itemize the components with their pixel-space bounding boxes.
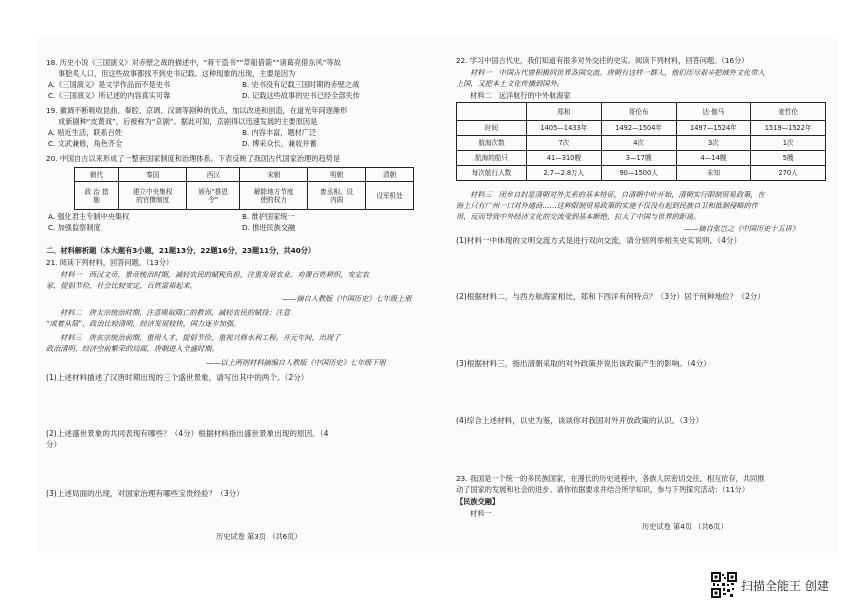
- section-2-heading: 二、材料解析题（本大题有3小题，21题13分，22题16分，23题11分，共40分）: [46, 246, 316, 255]
- q19-option-c: C. 文武兼修，角色齐全: [48, 139, 123, 148]
- qr-code-icon: [711, 572, 737, 598]
- q21-part1: (1)上述材料描述了汉唐时期出现的三个盛世景象，请写出其中的两个。（2分）: [46, 373, 309, 382]
- q22-row-label: 航海的船只: [457, 151, 527, 166]
- q18-option-c: C.《三国演义》所记述的内容真实可靠: [48, 91, 171, 100]
- q22-material1-line1: 材料一 中国古代曾积极同世界各国交流。唐朝有这样一群人，他们历尽艰辛把域外文化带入: [470, 68, 765, 77]
- q20-head-cell: 宋朝: [240, 168, 308, 182]
- q20-head-cell: 西汉: [187, 168, 240, 182]
- q22-head-empty: [457, 103, 527, 121]
- page-3-footer: 历史试卷 第3页 （共6页）: [216, 532, 302, 541]
- q22-material3-line2: 海上只有广州一口对外通商……这种限制贸易政策的实施不仅没有起到民族自卫和抵制侵略的作: [456, 201, 758, 210]
- q22-part2: (2)根据材料二，与西方航海家相比，郑和下西洋有何特点？（3分）居于何种地位？（2分）: [456, 292, 765, 301]
- q22-cell: 1405—1433年: [527, 121, 602, 136]
- q22-row-label: 每次航行人数: [457, 166, 527, 181]
- q22-material3-line1: 材料三 闭乡自封是清朝对外关系的基本特征，自清朝中叶开始，清朝实行限制贸易政策，在: [470, 190, 765, 199]
- q22-cell: 1519—1522年: [751, 121, 826, 136]
- q22-material2-title: 材料二 远洋航行的中外航海家: [470, 91, 571, 100]
- q22-material3-source: ——摘自张岂之《中国历史十五讲》: [684, 224, 800, 233]
- q23-stem-line2: 动了国家的发展和社会的进步。请你依据要求并结合所学知识，参与下列探究活动：（11分）: [456, 485, 750, 494]
- q20-cell-qin: 建立中央集权 的官僚制度: [119, 182, 187, 210]
- exam-sheet: [38, 38, 838, 553]
- q20-head-cell: 清朝: [366, 168, 414, 182]
- q22-cell: 3—17艘: [601, 151, 676, 166]
- q22-cell: 5艘: [751, 151, 826, 166]
- q21-material1-source: ——摘自人教版《中国历史》七年级上册: [282, 294, 412, 303]
- q21-stem: 21. 阅读下列材料，回答问题。（13分）: [46, 258, 174, 267]
- q22-row-label: 时间: [457, 121, 527, 136]
- q20-stem: 20. 中国自古以来形成了一整套国家制度和治理体系。下表反映了我国古代国家治理的趋势是: [46, 154, 341, 163]
- q22-part3: (3)根据材料三，指出清朝采取的对外政策并说出该政策产生的影响。（4分）: [456, 359, 711, 368]
- q22-cell: 1497—1524年: [676, 121, 751, 136]
- q18-option-a: A.《三国演义》是文学作品而不是史书: [48, 80, 171, 89]
- q20-option-c: C. 加强监察制度: [48, 223, 101, 232]
- q23-stem-line1: 23. 我国是一个统一的多民族国家，在漫长的历史进程中，各族人民密切交往，相互依存，共同推: [456, 474, 765, 483]
- q22-material1-line2: 上国，又把本土文化传播到国外。: [456, 79, 564, 88]
- q20-head-cell: 秦国: [119, 168, 187, 182]
- q21-material1-line1: 材料一 西汉文帝、景帝统治时期，减轻农民的赋税负担，注重发展农业。劝课百姓耕织，安定农: [60, 270, 370, 279]
- q22-cell: 270人: [751, 166, 826, 181]
- q22-head-dagama: 达·伽马: [676, 103, 751, 121]
- q19-option-a: A. 贴近生活，联系百姓: [48, 128, 123, 137]
- q20-cell-ming: 废丞相、设 内阁: [308, 182, 366, 210]
- q22-part4: (4)综合上述材料，以史为鉴，谈谈你对我国对外开放政策的认识。（3分）: [456, 416, 704, 425]
- q22-head-magellan: 麦哲伦: [751, 103, 826, 121]
- q22-cell: 4—14艘: [676, 151, 751, 166]
- q20-table: [74, 167, 414, 210]
- q18-option-b: B. 史书没有记载三国时期的赤壁之战: [242, 80, 360, 89]
- q22-cell: 未知: [676, 166, 751, 181]
- page-4-footer: 历史试卷 第4页 （共6页）: [642, 522, 728, 531]
- q20-head-cell: 朝代: [75, 168, 119, 182]
- q21-part2-line1: (2)上述盛世景象的共同表现有哪些？（4分）根据材料指出盛世景象出现的原因。（4: [46, 429, 329, 438]
- q20-cell-qing: 设军机处: [366, 182, 414, 210]
- q20-row-label: 政 治 措 施: [75, 182, 119, 210]
- q22-row-label: 航海次数: [457, 136, 527, 151]
- q22-part1: (1)材料一中体现的文明交流方式是进行双向交流，请分别列举相关史实说明。（4分）: [456, 236, 742, 245]
- q19-option-d: D. 博采众长，兼收并蓄: [242, 139, 317, 148]
- q20-option-d: D. 推进民族交融: [242, 223, 296, 232]
- q22-navigator-table: [456, 102, 826, 181]
- scanner-watermark: 扫描全能王 创建: [741, 579, 829, 593]
- q22-cell: 2.7—2.8万人: [527, 166, 602, 181]
- q21-material2-line1: 材料二 唐太宗统治时期，注意吸取隋亡的教训，减轻农民的赋役；注意: [60, 308, 291, 317]
- q21-material1-line2: 家，提倡节俭，社会比较安定，百姓富裕起来。: [46, 281, 197, 290]
- q21-part3: (3)上述局面的出现，对国家治理有哪些宝贵经验？（3分）: [46, 489, 244, 498]
- q22-head-columbus: 哥伦布: [601, 103, 676, 121]
- q19-option-b: B. 内容丰富，题材广泛: [242, 128, 317, 137]
- q20-head-cell: 明朝: [308, 168, 366, 182]
- q21-material3-line2: 政治清明、经济空前繁荣的局面，唐朝进入全盛时期。: [46, 344, 219, 353]
- q22-cell: 7次: [527, 136, 602, 151]
- q22-cell: 4次: [601, 136, 676, 151]
- q20-cell-song: 解除地方节度 使的权力: [240, 182, 308, 210]
- q19-stem-line2: 成新剧种“皮黄戏”，后被称为“京剧”。据此可知，京剧得以迅速发展的主要原因是: [58, 117, 318, 126]
- q22-material3-line3: 用，反而导致中外经济文化的交流受到基本断绝，拉大了中国与世界的距离。: [456, 212, 701, 221]
- q22-cell: 41—310艘: [527, 151, 602, 166]
- q21-material3-source: ——以上两则材料摘编自人教版《中国历史》七年级下册: [206, 358, 386, 367]
- q22-cell: 90—1500人: [601, 166, 676, 181]
- q20-cell-xihan: 颁布“推恩 令”: [187, 182, 240, 210]
- q18-option-d: D. 记载这些故事的史书已经全部失传: [242, 91, 360, 100]
- q22-cell: 3次: [676, 136, 751, 151]
- q20-option-a: A. 强化君主专制中央集权: [48, 212, 130, 221]
- q23-tag: 【民族交融】: [456, 497, 500, 506]
- q19-stem-line1: 19. 徽调不断吸收昆曲、秦腔、京调、汉调等剧种的优点，加以改进和创造，在道光年间逐渐形: [46, 106, 348, 115]
- q22-stem: 22. 学习中国古代史，我们知道有很多对外交往的史实。阅读下列材料，回答问题。（16分）: [456, 56, 749, 65]
- q18-stem-line2: 事脍炙人口，但这些故事都找不到史书记载。这种现象的出现，主要是因为: [58, 69, 296, 78]
- q21-material2-line2: “成着从简”，政治比较清明，经济发展较快，国力逐步加强。: [46, 319, 241, 328]
- q22-cell: 1492—1504年: [601, 121, 676, 136]
- q18-stem-line1: 18. 历史小说《三国演义》对赤壁之战的描述中，“蒋干盗书”“草船借箭”“诸葛亮借东风”等故: [46, 58, 341, 67]
- q22-head-zhenghe: 郑和: [527, 103, 602, 121]
- q21-part2-line2: 分）: [46, 440, 62, 449]
- q23-material1-label: 材料一: [470, 509, 492, 518]
- q22-cell: 1次: [751, 136, 826, 151]
- q20-option-b: B. 维护国家统一: [242, 212, 295, 221]
- q21-material3-line1: 材料三 唐玄宗统治前期，重用人才，提倡节俭，重视兴修水利工程。开元年间，出现了: [60, 333, 341, 342]
